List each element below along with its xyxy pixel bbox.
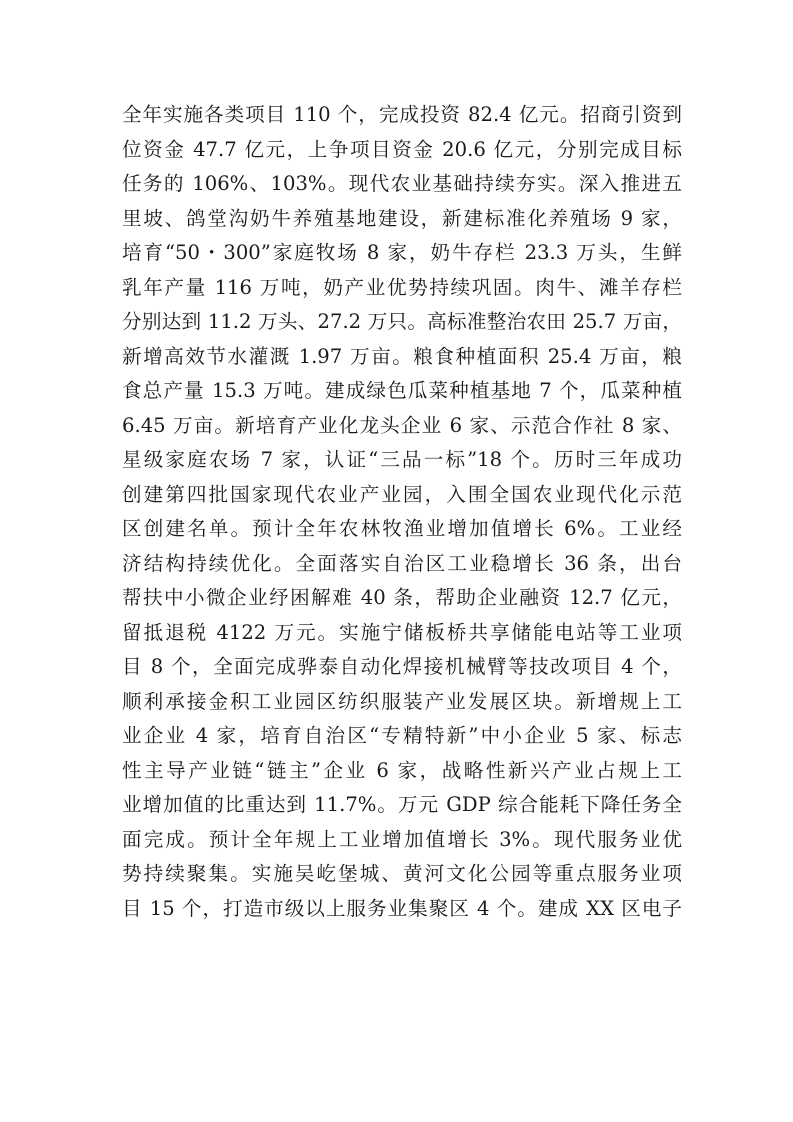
text-line-18: 顺利承接金积工业园区纺织服装产业发展区块。新增规上工 [122,689,682,713]
text-line-13: 区创建名单。预计全年农林牧渔业增加值增长 6%。工业经 [122,517,682,540]
text-line-11: 星级家庭农场 7 家，认证“三品一标”18 个。历时三年成功 [122,448,682,471]
text-line-24: 目 15 个，打造市级以上服务业集聚区 4 个。建成 XX 区电子 [122,896,682,920]
text-line-7: 分别达到 11.2 万头、27.2 万只。高标准整治农田 25.7 万亩， [122,310,682,333]
text-line-16: 留抵退税 4122 万元。实施宁储板桥共享储能电站等工业项 [122,620,682,644]
text-line-1: 全年实施各类项目 110 个，完成投资 82.4 亿元。招商引资到 [122,103,682,126]
text-line-12: 创建第四批国家现代农业产业园，入围全国农业现代化示范 [122,482,682,506]
text-line-20: 性主导产业链“链主”企业 6 家，战略性新兴产业占规上工 [122,758,682,782]
text-line-6: 乳年产量 116 万吨，奶产业优势持续巩固。肉牛、滩羊存栏 [122,275,682,299]
text-line-17: 目 8 个，全面完成骅泰自动化焊接机械臂等技改项目 4 个， [122,655,682,678]
text-line-5: 培育“50・300”家庭牧场 8 家，奶牛存栏 23.3 万头，生鲜 [122,241,682,264]
text-line-15: 帮扶中小微企业纾困解难 40 条，帮助企业融资 12.7 亿元， [122,586,682,609]
text-line-9: 食总产量 15.3 万吨。建成绿色瓜菜种植基地 7 个，瓜菜种植 [122,379,682,402]
text-line-22: 面完成。预计全年规上工业增加值增长 3%。现代服务业优 [122,827,682,851]
body-paragraph [122,98,682,926]
text-line-19: 业企业 4 家，培育自治区“专精特新”中小企业 5 家、标志 [122,724,682,747]
text-line-4: 里坡、鸽堂沟奶牛养殖基地建设，新建标准化养殖场 9 家， [122,206,682,230]
text-line-3: 任务的 106%、103%。现代农业基础持续夯实。深入推进五 [122,172,682,195]
text-line-2: 位资金 47.7 亿元，上争项目资金 20.6 亿元，分别完成目标 [122,137,682,161]
text-line-8: 新增高效节水灌溉 1.97 万亩。粮食种植面积 25.4 万亩，粮 [122,344,682,368]
text-line-23: 势持续聚集。实施吴屹堡城、黄河文化公园等重点服务业项 [122,862,682,885]
text-line-21: 业增加值的比重达到 11.7%。万元 GDP 综合能耗下降任务全 [122,793,682,816]
text-line-14: 济结构持续优化。全面落实自治区工业稳增长 36 条，出台 [122,551,682,575]
text-line-10: 6.45 万亩。新培育产业化龙头企业 6 家、示范合作社 8 家、 [122,413,682,437]
